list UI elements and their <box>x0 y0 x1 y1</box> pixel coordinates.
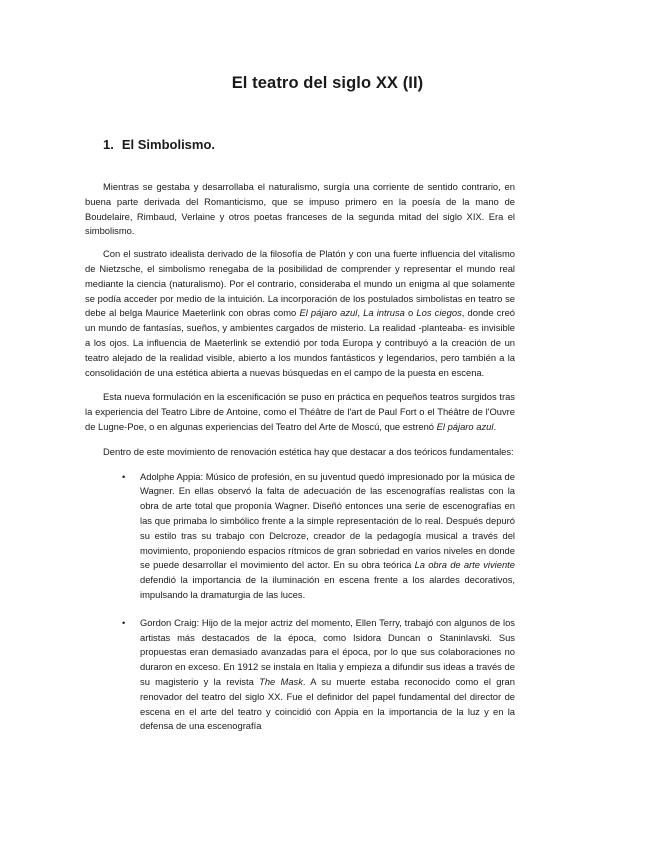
paragraph-teoricos: Dentro de este movimiento de renovación estética hay que destacar a dos teóricos fundamentales: <box>103 445 514 457</box>
paragraph-text: Con el sustrato idealista derivado de la filosofía de Platón y con una fuerte influencia del vitalismo de Nietzsche, el simbolismo renegaba de la posibilidad de comprender y representar el mundo real mediante la ciencia (naturalismo). Por el contrario, consideraba el mundo un enigma al que solamente se podía acceder por medio de la intuición. La incorporación de los postulados simbolistas en teatro se debe al belga Maurice Maeterlink con obras como <box>85 248 515 319</box>
separator: , <box>357 307 364 319</box>
work-title: El pájaro azul <box>299 307 358 319</box>
list-item-text: Gordon Craig: Hijo de la mejor actriz del momento, Ellen Terry, trabajó con algunos de los artistas más destacados de la época, como Isidora Duncan o Staninlavski. Sus propuestas eran demasiado avanzadas para el época, por lo que sus colaboraciones no duraron en exceso. En 1912 se instala en Italia y empieza a difundir sus ideas a través de su magisterio y la revista <box>140 616 515 687</box>
paragraph-escenificacion <box>85 390 515 434</box>
section-heading-text: El Simbolismo. <box>121 137 216 152</box>
paragraph-text: . <box>493 420 497 432</box>
paragraph-simbolismo <box>85 247 515 380</box>
section-number: 1. <box>103 137 114 152</box>
work-title: La obra de arte viviente <box>414 559 515 571</box>
work-title: El pájaro azul <box>436 420 494 432</box>
bullet-icon: • <box>122 470 126 482</box>
list-item-appia <box>122 470 515 603</box>
paragraph-text: Esta nueva formulación en la escenificación se puso en práctica en pequeños teatros surgidos tras la experiencia del Teatro Libre de Antoine, como el Théâtre de l'art de Paul Fort o el Théâtre de l'Ouvre de Lugne-Poe, o en algunas experiencias del Teatro del Arte de Moscú, que estrenó <box>85 391 515 432</box>
theorist-list <box>85 470 515 735</box>
page-title: El teatro del siglo XX (II) <box>231 74 424 92</box>
list-item-text: . A su muerte estaba reconocido como el gran renovador del teatro del siglo XX. Fue el definidor del papel fundamental del director de escena en el arte del teatro y coincidió con Appia en la importancia de la luz y en la defensa de una escenografía <box>140 675 515 732</box>
work-title: Los ciegos <box>416 307 462 319</box>
separator: o <box>404 307 417 319</box>
work-title: La intrusa <box>363 307 405 319</box>
bullet-icon: • <box>122 616 126 628</box>
work-title: The Mask <box>259 675 303 687</box>
paragraph-naturalismo: Mientras se gestaba y desarrollaba el naturalismo, surgía una corriente de sentido contrario, en buena parte derivada del Romanticismo, que se impuso primero en la poesía de la mano de Boudelaire, Rimbaud, Verlaine y otros poetas franceses de la segunda mitad del siglo XIX. Era el simbolismo. <box>85 181 515 237</box>
list-item-text: defendió la importancia de la iluminación en escena frente a los alardes decorativos, impulsando la dramaturgia de las luces. <box>140 574 515 600</box>
list-item-craig <box>122 616 515 734</box>
list-item-text: Adolphe Appia: Músico de profesión, en su juventud quedó impresionado por la música de Wagner. En ellas observó la falta de adecuación de las escenografías realistas con la obra de arte total que proponía Wagner. Diseñó entonces una serie de escenografías en las que primaba lo simbólico frente a la simple representación de lo real. Después depuró su estilo tras su trabajo con Delcroze, creador de la pedagogía musical a través del movimiento, proponiendo espacios rítmicos de gran sobriedad en varios niveles en donde se puede desarrollar el movimiento del actor. En su obra teórica <box>140 470 515 571</box>
document-body <box>85 180 515 747</box>
paragraph-text: , donde creó un mundo de fantasías, sueños, y ambientes cargados de misterio. La realidad -planteaba- es invisible a los ojos. La influencia de Maeterlink se extendió por toda Europa y contribuyó a la creación de un teatro alejado de la realidad visible, abierto a los mundos fantásticos y legendarios, pero también a la consolidación de una estética abierta a nuevas búsquedas en el campo de la puesta en escena. <box>85 307 515 378</box>
section-heading <box>103 137 215 152</box>
